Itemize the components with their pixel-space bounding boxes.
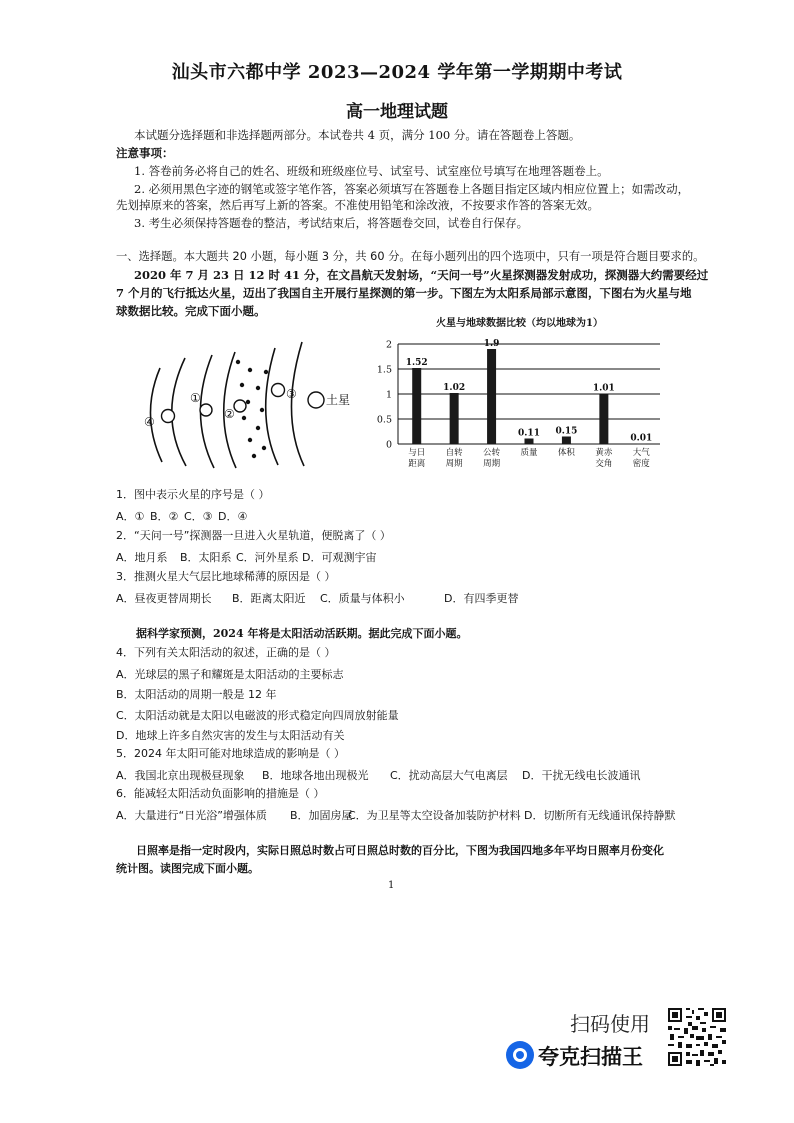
bar-value-label-2: 1.9 xyxy=(483,339,500,349)
label-3: ③ xyxy=(286,387,297,401)
scan-use-text: 扫码使用 xyxy=(570,1012,650,1036)
question-2-option-a: A．地月系 xyxy=(116,551,168,564)
planet-saturn xyxy=(308,392,324,408)
category-label-4: 体积 xyxy=(557,448,575,458)
y-tick-label-1: 0.5 xyxy=(376,414,392,426)
section1-heading: 一、选择题。本大题共 20 小题，每小题 3 分，共 60 分。在每小题列出的四个选项中，只有一项是符合题目要求的。 xyxy=(116,250,705,263)
label-1: ① xyxy=(190,391,201,405)
y-tick-label-0: 0 xyxy=(385,439,392,451)
solar-system-diagram xyxy=(130,330,370,470)
bar-value-label-5: 1.01 xyxy=(592,383,615,394)
planet-4 xyxy=(162,410,175,423)
bar-0 xyxy=(412,368,421,444)
bar-value-label-1: 1.02 xyxy=(443,383,466,393)
bar-6 xyxy=(637,444,646,445)
notice-item-2-cont: 先划掉原来的答案，然后再写上新的答案。不准使用铅笔和涂改液，不按要求作答的答案无效。 xyxy=(116,198,599,212)
bar-5 xyxy=(599,394,608,445)
question-6-option-d: D．切断所有无线通讯保持静默 xyxy=(524,809,676,822)
category-label-2-1: 周期 xyxy=(483,459,501,469)
orbit-5 xyxy=(266,348,278,465)
question-3-option-b: B．距离太阳近 xyxy=(232,592,306,605)
bar-4 xyxy=(562,437,571,445)
exam-subtitle: 高一地理试题 xyxy=(346,102,448,122)
question-4-stem: 4．下列有关太阳活动的叙述，正确的是（ ） xyxy=(116,646,336,659)
question-5-option-a: A．我国北京出现极昼现象 xyxy=(116,769,245,782)
y-tick-label-2: 1 xyxy=(385,389,392,401)
material3-line-1: 日照率是指一定时段内，实际日照总时数占可日照总时数的百分比，下图为我国四地多年平均日照率月份变化 xyxy=(136,844,664,857)
mars-earth-bar-chart xyxy=(368,330,668,475)
exam-title: 汕头市六都中学 2023—2024 学年第一学期期中考试 xyxy=(171,62,623,83)
bar-1 xyxy=(450,393,459,444)
question-1-option-d: D．④ xyxy=(218,510,248,523)
material1-line-1: 2020 年 7 月 23 日 12 时 41 分，在文昌航天发射场，“天问一号”火星探测器发射成功，探测器大约需要经过 xyxy=(134,268,709,282)
y-tick-label-3: 1.5 xyxy=(376,364,392,376)
category-label-3: 质量 xyxy=(520,448,538,458)
question-4-option-a: A．光球层的黑子和耀斑是太阳活动的主要标志 xyxy=(116,668,344,681)
question-5-option-c: C．扰动高层大气电离层 xyxy=(390,769,508,782)
notice-label: 注意事项： xyxy=(116,146,174,160)
question-6-option-a: A．大量进行“日光浴”增强体质 xyxy=(116,809,267,822)
question-1-stem: 1．图中表示火星的序号是（ ） xyxy=(116,488,270,501)
material2: 据科学家预测，2024 年将是太阳活动活跃期。据此完成下面小题。 xyxy=(136,627,468,640)
question-4-option-b: B．太阳活动的周期一般是 12 年 xyxy=(116,688,277,701)
planet-2 xyxy=(234,400,246,412)
material1-line-2: 7 个月的飞行抵达火星，迈出了我国自主开展行星探测的第一步。下图左为太阳系局部示意图，下图右为火星与地 xyxy=(116,286,692,300)
question-6-option-c: C．为卫星等太空设备加装防护材料 xyxy=(348,809,521,822)
qr-code-icon[interactable] xyxy=(666,1006,728,1068)
category-label-0-1: 距离 xyxy=(408,459,426,469)
brand-text: 夸克扫描王 xyxy=(538,1045,643,1069)
y-tick-label-4: 2 xyxy=(385,339,392,351)
material3-line-2: 统计图。读图完成下面小题。 xyxy=(116,862,259,875)
question-1-option-b: B．② xyxy=(150,510,179,523)
question-6-option-b: B．加固房屋 xyxy=(290,809,353,822)
question-2-option-d: D．可观测宇宙 xyxy=(302,551,377,564)
bar-value-label-4: 0.15 xyxy=(555,426,578,437)
category-label-5-1: 交角 xyxy=(595,459,613,469)
planet-1 xyxy=(200,404,212,416)
material1-line-3: 球数据比较。完成下面小题。 xyxy=(116,304,266,318)
question-5-stem: 5．2024 年太阳可能对地球造成的影响是（ ） xyxy=(116,747,345,760)
label-2: ② xyxy=(224,407,235,421)
category-label-1-0: 自转 xyxy=(445,448,463,458)
notice-item-1: 1. 答卷前务必将自己的姓名、班级和班级座位号、试室号、试室座位号填写在地理答题卷上。 xyxy=(134,164,609,178)
bar-value-label-3: 0.11 xyxy=(518,428,540,439)
chart-title: 火星与地球数据比较（均以地球为1） xyxy=(436,318,603,329)
notice-item-2: 2. 必须用黑色字迹的钢笔或签字笔作答，答案必须填写在答题卷上各题目指定区域内相应位置上；如需改动， xyxy=(134,182,690,196)
question-4-option-d: D．地球上许多自然灾害的发生与太阳活动有关 xyxy=(116,729,345,742)
question-2-stem: 2．“天问一号”探测器一旦进入火星轨道，便脱离了（ ） xyxy=(116,529,391,542)
category-label-5-0: 黄赤 xyxy=(595,448,613,458)
question-2-option-c: C．河外星系 xyxy=(236,551,299,564)
question-3-option-a: A．昼夜更替周期长 xyxy=(116,592,212,605)
question-5-option-b: B．地球各地出现极光 xyxy=(262,769,369,782)
question-4-option-c: C．太阳活动就是太阳以电磁波的形式稳定向四周放射能量 xyxy=(116,709,399,722)
bar-3 xyxy=(525,439,534,445)
quark-logo-icon xyxy=(506,1041,534,1069)
notice-item-3: 3. 考生必须保持答题卷的整洁，考试结束后，将答题卷交回，试卷自行保存。 xyxy=(134,216,529,230)
question-3-stem: 3．推测火星大气层比地球稀薄的原因是（ ） xyxy=(116,570,336,583)
instructions-intro: 本试题分选择题和非选择题两部分。本试卷共 4 页，满分 100 分。请在答题卷上答题。 xyxy=(134,128,581,142)
question-1-option-a: A．① xyxy=(116,510,145,523)
question-5-option-d: D．干扰无线电长波通讯 xyxy=(522,769,641,782)
question-3-option-c: C．质量与体积小 xyxy=(320,592,405,605)
question-2-option-b: B．太阳系 xyxy=(180,551,232,564)
planet-3 xyxy=(272,384,285,397)
bar-value-label-0: 1.52 xyxy=(405,358,428,368)
question-1-option-c: C．③ xyxy=(184,510,213,523)
bar-value-label-6: 0.01 xyxy=(630,433,653,444)
category-label-6-0: 大气 xyxy=(632,448,650,458)
bar-2 xyxy=(487,349,496,444)
page-number: 1 xyxy=(388,880,395,891)
category-label-2-0: 公转 xyxy=(483,448,501,458)
question-6-stem: 6．能减轻太阳活动负面影响的措施是（ ） xyxy=(116,787,325,800)
category-label-6-1: 密度 xyxy=(632,459,650,469)
category-label-0-0: 与日 xyxy=(408,448,426,458)
category-label-1-1: 周期 xyxy=(445,459,463,469)
label-4: ④ xyxy=(144,415,155,429)
question-3-option-d: D．有四季更替 xyxy=(444,592,519,605)
label-saturn: 土星 xyxy=(326,393,351,407)
orbit-6 xyxy=(291,342,304,466)
